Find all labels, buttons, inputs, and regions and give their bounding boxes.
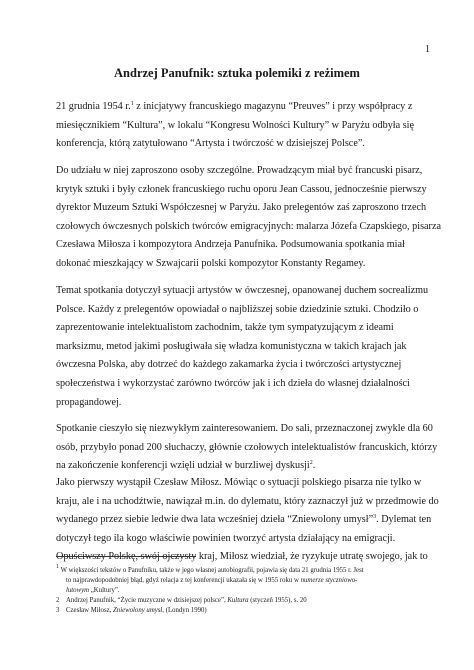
paragraph-5 xyxy=(56,474,439,567)
footnote-2 xyxy=(56,596,436,606)
text-run: . xyxy=(312,460,316,472)
document-title: Andrzej Panufnik: sztuka polemiki z reżimem xyxy=(114,66,360,80)
footnotes xyxy=(56,566,436,616)
paragraph-line: Opuściwszy Polskę, swój ojczysty kraj, Miłosz wiedział, że ryzykuje utratę swojego, jak to xyxy=(56,551,428,563)
footnote-text: to najprawdopodobniej błąd, gdyż relacja z tej konferencji ukazała się w 1955 roku w xyxy=(66,577,301,584)
footnote-italic: Kultura xyxy=(227,597,249,604)
paragraph-line: Czesława Miłosza i kompozytora Andrzeja Panufnika. Podsumowania spotkania miał xyxy=(56,239,405,251)
footnote-3 xyxy=(56,606,436,616)
page-number: 1 xyxy=(425,44,430,55)
paragraph-line: krytyk sztuki i były członek francuskiego ruchu oporu Jean Cassou, jednocześnie pierwszy xyxy=(56,183,427,195)
footnote-separator xyxy=(56,556,196,557)
paragraph-line: propagandowej. xyxy=(56,396,122,408)
paragraph-3 xyxy=(56,282,436,412)
paragraph-line: konferencja, którą zatytułowano “Artysta i twórczość w dzisiejszej Polsce”. xyxy=(56,138,365,150)
paragraph-line: Do udziału w niej zaproszono osoby szczególne. Prowadzącym miał być francuski pisarz, xyxy=(56,165,423,176)
paragraph-line xyxy=(56,511,436,530)
paragraph-line: kraju, ale i na uchodźtwie, nawiązał m.in. do dylematu, który zaznaczył już w przedmowie do xyxy=(56,495,439,507)
footnote-ref-3[interactable]: 3 xyxy=(373,514,377,521)
footnote-1-line xyxy=(56,576,436,586)
footnote-text: Andrzej Panufnik, “Życie muzyczne w dzisiejszej polsce”, xyxy=(66,597,228,604)
footnote-number: 2 xyxy=(56,597,60,604)
paragraph-line: zaprezentowanie intelektualistom zachodnim, także tym sympatyzującym z ideami xyxy=(56,322,394,334)
footnote-text: Czesław Miłosz, xyxy=(66,607,114,614)
footnote-number: 1 xyxy=(56,564,59,570)
footnote-text: , (Londyn 1990) xyxy=(162,607,207,614)
paragraph-line: dyrektor Muzeum Sztuki Współczesnej w Paryżu. Jako prelegentów zaś zaproszono trzech xyxy=(56,202,427,214)
paragraph-line: marksizmu, metod jakimi posługiwała się władza komunistyczna w takich krajach jak xyxy=(56,340,407,352)
footnote-1-line xyxy=(56,586,436,596)
text-run: z inicjatywy francuskiego magazynu “Preuves” i przy współpracy z xyxy=(133,101,413,112)
footnote-italic: Zniewolony umysł xyxy=(113,607,163,614)
text-run: na zakończenie konferencji wzięli udział w burzliwej dyskusji xyxy=(56,460,310,472)
paragraph-line: Temat spotkania dotyczył sytuacji artystów w ówczesnej, opanowanej duchem socrealizmu xyxy=(56,285,429,296)
paragraph-line xyxy=(56,98,436,117)
paragraph-line: ówczesna Polska, aby dotrzeć do każdego zakamarka życia i twórczości artystycznej xyxy=(56,359,402,371)
paragraph-line: dokonać mieszkający w Szwajcarii polski kompozytor Konstanty Regamey. xyxy=(56,257,366,269)
footnote-italic: lutowym xyxy=(66,587,90,594)
text-run: 21 grudnia 1954 r. xyxy=(56,101,131,112)
text-run: wydanego przez siebie ledwie dwa lata wcześniej dzieła “Zniewolony umysł” xyxy=(56,514,374,526)
paragraph-line: Jako pierwszy wystąpił Czesław Miłosz. Mówiąc o sytuacji polskiego pisarza nie tylko w xyxy=(56,477,422,488)
footnote-ref-2[interactable]: 2 xyxy=(309,460,313,467)
paragraph-line: Polsce. Każdy z prelegentów opowiadał o najbliższej sobie dziedzinie sztuki. Chodziło o xyxy=(56,303,419,315)
paragraph-line: dotyczył tego ila kogo właściwie powinien tworzyć artysta działający na emigracji. xyxy=(56,532,396,544)
paragraph-4 xyxy=(56,420,436,476)
footnote-ref-1[interactable]: 1 xyxy=(130,101,134,107)
paragraph-line: społeczeństwa i wykorzystać zarówno twórców jak i ich dzieła do własnej działalności xyxy=(56,377,410,389)
paragraph-line: miesięcznikiem “Kultura”, w lokalu “Kongresu Wolności Kultury” w Paryżu odbyła się xyxy=(56,119,415,131)
footnote-number: 3 xyxy=(56,607,60,614)
text-run: . Dylemat ten xyxy=(376,514,432,526)
paragraph-line: Spotkanie cieszyło się niezwykłym zainteresowaniem. Do sali, przeznaczonej zwykle dla 60 xyxy=(56,423,433,434)
footnote-italic: numerze styczniowo- xyxy=(300,577,358,584)
paragraph-2 xyxy=(56,162,441,274)
paragraph-1 xyxy=(56,98,436,154)
footnote-text: „Kultury”. xyxy=(89,587,120,594)
paragraph-line xyxy=(56,457,436,476)
footnote-text: W większości tekstów o Panufniku, także w jego własnej autobiografii, pojawia się data 21 grudnia 1955 r. Jest xyxy=(59,567,364,574)
paragraph-line: czołowych ówczesnych polskich twórców emigracyjnych: malarza Józefa Czapskiego, pisarza xyxy=(56,220,441,232)
footnote-text: (styczeń 1955), s. 20 xyxy=(248,597,307,604)
paragraph-line: osób, przybyło ponad 200 słuchaczy, głównie czołowych intelektualistów francuskich, którzy xyxy=(56,441,438,453)
footnote-1 xyxy=(56,566,436,576)
